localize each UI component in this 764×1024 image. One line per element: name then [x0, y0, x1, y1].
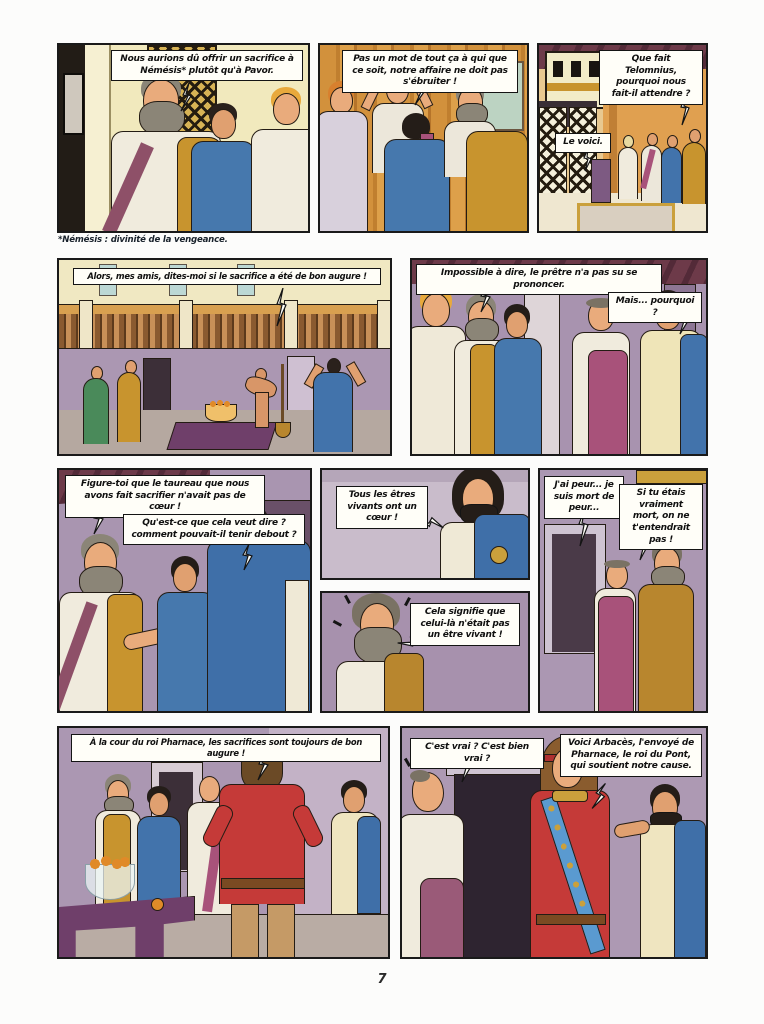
small-figure-white: [618, 147, 638, 199]
envoy-man-blue-drape: [674, 820, 706, 959]
panel-10: [57, 726, 390, 959]
figure-pale-toga: [318, 111, 368, 233]
panel-6: [57, 468, 312, 713]
scared-man-magenta-drape: [598, 596, 634, 713]
young-man-blue-drape: [680, 334, 708, 456]
window: [589, 61, 599, 77]
small-figure-head: [667, 135, 678, 148]
wall-relief: [63, 73, 84, 135]
speech-bubble: Si tu étais vraiment mort, on ne t'entendrait pas !: [619, 484, 703, 550]
panel-11: [400, 726, 708, 959]
figure-blue-toga-body: [191, 141, 255, 233]
panel-7: [320, 468, 530, 580]
speech-bubble: Qu'est-ce que cela veut dire ? comment pouvait-il tenir debout ?: [123, 514, 305, 545]
page-number: 7: [377, 972, 387, 987]
arbaces-belt: [536, 914, 606, 925]
small-figure-head: [647, 133, 658, 146]
column: [377, 300, 391, 354]
broom-head: [275, 422, 291, 438]
doorway-dark: [143, 358, 171, 416]
speech-bubble: Nous aurions dû offrir un sacrifice à Némésis* plutôt qu'à Pavor.: [111, 50, 303, 81]
small-figure-bearded-head: [689, 129, 701, 143]
speech-bubble: J'ai peur... je suis mort de peur...: [544, 476, 624, 519]
panel-5: [410, 258, 708, 456]
green-cloak-figure: [83, 378, 109, 444]
right-man-blue-drape: [357, 816, 381, 914]
balustrade: [59, 314, 390, 348]
broom-handle: [281, 364, 284, 426]
profile-man-fringe: [410, 770, 430, 782]
blond-head: [422, 293, 450, 327]
calm-man-ochre-toga: [638, 584, 694, 713]
speech-bubble: Mais... pourquoi ?: [608, 292, 702, 323]
speech-bubble: Alors, mes amis, dites-moi si le sacrifice a été de bon augure !: [73, 268, 381, 285]
oranges-pile: [89, 856, 129, 872]
bubble-tail: [179, 83, 195, 113]
ochre-robe-figure: [117, 372, 141, 442]
panel-9: [538, 468, 708, 713]
old-man-drape: [107, 594, 143, 713]
panel-3: [537, 43, 708, 233]
surprise-mark: [344, 595, 350, 604]
red-man-leg: [231, 904, 259, 959]
pedestal: [591, 159, 611, 203]
profile-man-drape: [420, 878, 464, 959]
speech-bubble: Le voici.: [555, 133, 611, 153]
blue-back-figure: [313, 372, 353, 452]
surprise-mark: [333, 620, 342, 626]
balding-magenta-drape: [588, 350, 628, 456]
impluvium-pool: [577, 203, 675, 233]
center-man-head: [173, 563, 197, 592]
figure-blue-toga-head: [211, 109, 236, 139]
panel-8: [320, 591, 530, 713]
oranges: [209, 400, 231, 408]
footnote: *Némésis : divinité de la vengeance.: [58, 235, 228, 245]
column: [79, 300, 93, 354]
servant-legs: [255, 392, 269, 428]
scared-man-fringe: [604, 560, 630, 568]
speech-bubble: C'est vrai ? C'est bien vrai ?: [410, 738, 544, 769]
door-jamb: [85, 45, 111, 231]
small-figure-ochre: [682, 142, 706, 204]
figure-blond-toga: [251, 129, 310, 233]
speech-bubble: À la cour du roi Pharnace, les sacrifices sont toujours de bon augure !: [71, 734, 381, 762]
window: [553, 61, 563, 77]
red-man-belt: [221, 878, 305, 889]
panel-2: [318, 43, 529, 233]
speech-bubble: Que fait Telomnius, pourquoi nous fait-il attendre ?: [599, 50, 703, 105]
red-man-leg: [267, 904, 295, 959]
bubble-tail: [273, 288, 289, 328]
doorway-dark: [552, 534, 596, 652]
foreground-man-cream: [285, 580, 309, 713]
speech-bubble: Figure-toi que le taureau que nous avons fait sacrifier n'avait pas de cœur !: [65, 475, 265, 518]
gold-clasp: [490, 546, 508, 564]
figure-blond-head: [273, 93, 300, 125]
speech-bubble: Cela signifie que celui-là n'était pas un être vivant !: [410, 603, 520, 646]
gold-lintel: [636, 470, 708, 484]
panel-4: [57, 258, 392, 456]
small-figure-blue: [661, 147, 682, 203]
blue-youth-head: [149, 792, 169, 816]
speech-bubble: Impossible à dire, le prêtre n'a pas su se prononcer.: [416, 264, 662, 295]
speech-bubble: Voici Arbacès, l'envoyé de Pharnace, le roi du Pont, qui soutient notre cause.: [560, 734, 702, 777]
bald2-head: [199, 776, 220, 802]
figure-youth-blue-cloak: [384, 139, 450, 233]
speech-bubble: Tous les êtres vivants ont un cœur !: [336, 486, 428, 529]
worried-man-drape: [384, 653, 424, 713]
panel-1: [57, 43, 310, 233]
right-man-head: [343, 786, 365, 813]
bubble-tail: [240, 544, 254, 572]
arbaces-collar: [552, 790, 588, 802]
darkhair-head: [506, 311, 528, 338]
orange-on-table: [151, 898, 164, 911]
darkhair-blue-toga: [494, 338, 542, 456]
window: [571, 61, 581, 77]
figure-ochre-back: [466, 131, 528, 233]
speech-bubble: Pas un mot de tout ça à qui que ce soit, notre affaire ne doit pas s'ébruiter !: [342, 50, 518, 93]
column: [179, 300, 193, 354]
